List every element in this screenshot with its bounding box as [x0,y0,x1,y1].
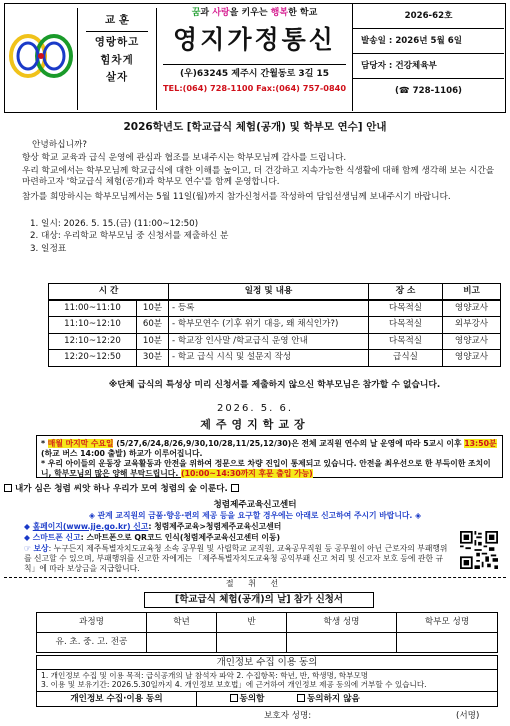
report-smartphone: ◆ 스마트폰 신고: 스마트폰으로 QR코드 인식(청렴제주교육신고센터 이동) [24,533,281,542]
integrity-slogan: 내가 심은 청렴 씨앗 하나 우리가 모여 청렴의 숲 이룬다. [4,484,506,497]
column-header: 학부모 성명 [397,613,498,633]
cell-note: 영양교사 [443,333,501,350]
issue-date-footer: 2026. 5. 6. [216,403,294,414]
cell-time: 11:00~11:10 [49,300,137,317]
student-name-field[interactable] [287,633,397,653]
issue-number: 2026-62호 [353,4,504,29]
list-item: 1. 일시: 2026. 5. 15.(금) (11:00~12:50) [30,219,199,229]
notice-box [36,435,503,478]
disagree-checkbox[interactable] [297,694,305,702]
table-row [49,317,501,334]
paragraph: 항상 학교 교육과 급식 운영에 관심과 협조를 보내주시는 학부모님께 감사를 드립니다. [22,153,347,163]
diamond-icon: ◆ [24,533,30,542]
application-form [36,612,498,653]
column-header: 학생 성명 [287,613,397,633]
motto-title: 교 훈 [86,14,148,32]
square-icon [231,484,239,492]
table-row [49,333,501,350]
greeting: 안녕하십니까? [32,140,87,150]
cell-note: 영양교사 [443,300,501,317]
parent-name-field[interactable] [397,633,498,653]
cell-note: 외부강사 [443,317,501,334]
guardian-signature [36,709,498,723]
participation-note: ※단체 급식의 특성상 미리 신청서를 제출하지 않으신 학부모님은 참가할 수 없습니다. [108,380,441,390]
newsletter-title: 영지가정통신 [173,24,336,54]
report-homepage: ◆ 홈페이지(www.jje.go.kr) 신고: 청렴제주교육>청렴제주교육신고센터 [24,522,282,531]
school-motto [77,8,157,110]
report-reward: ☞ 보상: 누구든지 제주특별자치도교육청 소속 공무원 및 사립학교 교직원, 교육공무직원 등 공무원이 아닌 근로자의 부패행위를 신고할 수 있으며, 부패행위를 신고한 자에게는 「제주특별자치도교육청 공익부패 신고 처리 및 신고자 보호 등에 관한 규칙」에 따라 보상금을 지급합니다. [24,544,448,574]
agree-option[interactable]: 동의함 [197,692,297,706]
table-header-row [37,613,498,633]
cell-duration: 10분 [137,333,169,350]
consent-row [37,692,497,706]
signature-label: 보호자 성명: [264,711,312,721]
cell-place: 다목적실 [369,300,443,317]
column-header: 장 소 [369,284,443,301]
report-center-title: 청렴제주교육신고센터 [213,500,297,510]
school-slogan: 꿈과 사랑을 키우는 행복한 학교 [191,8,318,18]
notice-gate-control: * 우리 아이들의 운동장 교육활동과 안전을 위하여 정문으로 차량 진입이 통제되고 있습니다. 안전을 최우선으로 한 부득이한 조치이니, 학부모님의 많은 양해 부탁드립니다. (10:00~14:30까지 후문 출입 가능) [41,459,491,479]
cell-place: 다목적실 [369,333,443,350]
paragraph: 우리 학교에서는 학부모님께 학교급식에 대한 이해를 높이고, 더 건강하고 지속가능한 식생활에 대해 함께 생각해 보는 시간을 마련하고자 '학교급식 체험(공개)과 학부모 연수'를 함께 운영합니다. [22,166,495,188]
issue-date: 발송일 : 2026년 5월 6일 [353,29,504,54]
homepage-link[interactable]: 홈페이지(www.jje.go.kr) 신고 [32,522,149,531]
motto-line: 살자 [105,71,129,84]
column-header: 반 [217,613,287,633]
square-icon [4,484,12,492]
cell-duration: 60분 [137,317,169,334]
report-instruction: ◈ 관계 교직원의 금품·향응·편의 제공 등을 요구할 경우에는 아래로 신고하여 주시기 바랍니다. ◈ [88,511,422,520]
cell-time: 12:20~12:50 [49,350,137,367]
cell-time: 11:10~12:10 [49,317,137,334]
application-title: [학교급식 체험(공개)의 날] 참가 신청서 [144,592,374,608]
column-header: 일정 및 내용 [169,284,369,301]
school-logo-icon [8,30,74,82]
disagree-option[interactable]: 동의하지 않음 [297,692,417,706]
notice-early-dismissal: * 매월 마지막 수요일 (5/27,6/24,8/26,9/30,10/28,11/25,12/30)은 전체 교직원 연수의 날 운영에 따라 5교시 이후 13:50분 (하교 버스 14:00 출발) 하교가 이루어집니다. [41,439,497,459]
qr-code-icon[interactable] [460,531,498,569]
privacy-text-line: 3. 이용 및 보유기간: 2026.5.30일까지 4. 개인정보 보호법」에 근거하여 개인정보 제공 동의에 거부할 수 있습니다. [41,680,427,690]
document-title: 2026학년도 [학교급식 체험(공개) 및 학부모 연수] 안내 [123,121,387,133]
privacy-text-line: 1. 개인정보 수집 및 이용 목적: 급식공개의 날 참석자 파악 2. 수집항목: 학년, 반, 학생명, 학부모명 [41,671,369,680]
cell-content: - 등록 [169,300,369,317]
cell-place: 다목적실 [369,317,443,334]
privacy-text [37,670,497,692]
column-header: 과정명 [37,613,147,633]
agree-checkbox[interactable] [230,694,238,702]
table-header-row [49,284,501,301]
reward-icon: ☞ [24,544,31,553]
list-item: 3. 일정표 [30,243,67,254]
signature-field[interactable]: (서명) [456,711,480,721]
class-field[interactable] [217,633,287,653]
principal-signature: 제주영지학교장 [200,418,310,431]
table-row [37,633,498,653]
department: 담당자 : 건강체육부 [353,54,504,79]
grade-field[interactable] [147,633,217,653]
motto-line: 영랑하고 [94,36,140,49]
info-list [30,219,490,256]
school-address: (우)63245 제주시 간월동로 3길 15 [163,64,346,81]
motto-line: 힘차게 [100,53,134,66]
newsletter-page [4,3,506,723]
cell-note: 영양교사 [443,350,501,367]
department-phone: (☎ 728-1106) [395,86,462,96]
masthead [157,4,353,111]
cut-line: 절 취 선 [4,577,506,589]
schedule-table [48,283,501,367]
report-center-info [4,500,506,573]
cell-duration: 30분 [137,350,169,367]
privacy-consent [36,655,498,707]
cell-time: 12:10~12:20 [49,333,137,350]
cell-duration: 10분 [137,300,169,317]
column-header: 학년 [147,613,217,633]
list-item: 2. 대상: 우리학교 학부모님 중 신청서를 제출하신 분 [30,231,229,242]
privacy-title: 개인정보 수집 이용 동의 [37,656,497,670]
cell-content: - 학교장 인사말 /학교급식 운영 안내 [169,333,369,350]
column-header: 비고 [443,284,501,301]
consent-label: 개인정보 수집·이용 동의 [37,692,197,706]
diamond-icon: ◆ [24,522,30,531]
column-header: 시 간 [49,284,169,301]
issue-info [353,4,504,111]
cell-content: - 학교 급식 시식 및 설문지 작성 [169,350,369,367]
table-row [49,300,501,317]
school-phone: TEL:(064) 728-1100 Fax:(064) 757-0840 [162,83,347,94]
paragraph: 참가를 희망하시는 학부모님께서는 5월 11일(월)까지 참가신청서를 작성하여 담임선생님께 보내주시기 바랍니다. [22,192,451,202]
letterhead [4,3,506,113]
cell-content: - 학부모연수 (기후 위기 대응, 왜 채식인가?) [169,317,369,334]
cell-place: 급식실 [369,350,443,367]
table-row [49,350,501,367]
course-cell: 유. 초. 중. 고. 전공 [37,633,147,653]
